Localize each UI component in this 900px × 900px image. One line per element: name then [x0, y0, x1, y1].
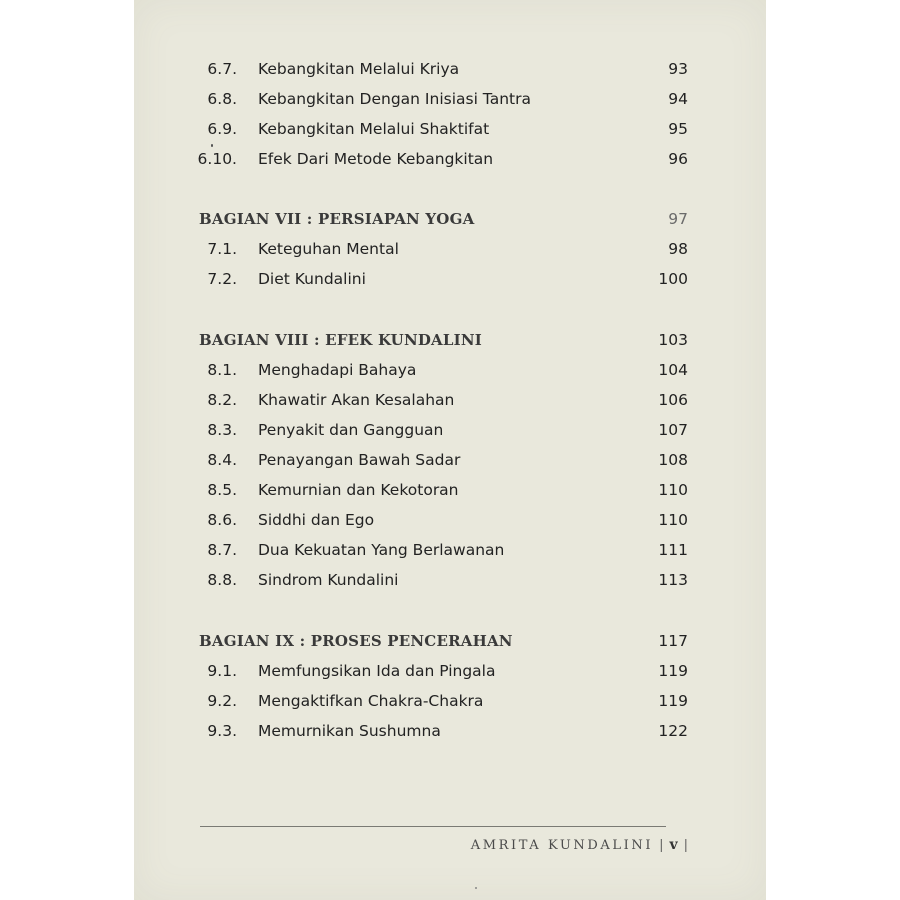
- entry-number: 8.8.: [207, 571, 237, 589]
- entry-page: 119: [658, 692, 688, 710]
- entry-number: 8.1.: [207, 361, 237, 379]
- entry-page: 119: [658, 662, 688, 680]
- entry-title: Diet Kundalini: [258, 270, 366, 288]
- section-heading: [134, 325, 766, 355]
- entry-page: 93: [668, 60, 688, 78]
- toc-entry: [134, 385, 766, 415]
- toc-entry: [134, 415, 766, 445]
- paper-speck: [475, 887, 477, 889]
- toc-entry: [134, 84, 766, 114]
- entry-title: Sindrom Kundalini: [258, 571, 399, 589]
- section-heading: [134, 204, 766, 234]
- toc-entry: [134, 264, 766, 294]
- footer-rule: [200, 826, 666, 827]
- entry-number: 8.3.: [207, 421, 237, 439]
- entry-number: 8.4.: [207, 451, 237, 469]
- entry-number: 7.1.: [207, 240, 237, 258]
- toc-entry: [134, 565, 766, 595]
- entry-number: 8.5.: [207, 481, 237, 499]
- entry-title: Kemurnian dan Kekotoran: [258, 481, 459, 499]
- section-page: 103: [658, 331, 688, 349]
- entry-page: 98: [668, 240, 688, 258]
- entry-page: 94: [668, 90, 688, 108]
- entry-number: 8.6.: [207, 511, 237, 529]
- toc-entry: [134, 114, 766, 144]
- toc-entry: [134, 656, 766, 686]
- toc-entry: [134, 355, 766, 385]
- toc-entry: [134, 445, 766, 475]
- entry-page: 106: [658, 391, 688, 409]
- footer-separator: |: [683, 838, 688, 853]
- entry-title: Penyakit dan Gangguan: [258, 421, 444, 439]
- entry-page: 95: [668, 120, 688, 138]
- entry-page: 110: [658, 481, 688, 499]
- toc-entry: [134, 535, 766, 565]
- entry-number: 8.7.: [207, 541, 237, 559]
- table-of-contents: [134, 0, 766, 800]
- book-page: [134, 0, 766, 900]
- toc-entry: [134, 686, 766, 716]
- entry-number: 9.2.: [207, 692, 237, 710]
- entry-page: 96: [668, 150, 688, 168]
- entry-page: 100: [658, 270, 688, 288]
- entry-title: Efek Dari Metode Kebangkitan: [258, 150, 494, 168]
- entry-title: Kebangkitan Melalui Shaktifat: [258, 120, 490, 138]
- footer-page-number: v: [669, 837, 678, 853]
- entry-title: Keteguhan Mental: [258, 240, 399, 258]
- entry-title: Memurnikan Sushumna: [258, 722, 441, 740]
- section-title: BAGIAN IX : PROSES PENCERAHAN: [199, 632, 513, 650]
- entry-page: 111: [658, 541, 688, 559]
- toc-entry: [134, 505, 766, 535]
- section-title: BAGIAN VIII : EFEK KUNDALINI: [199, 331, 482, 349]
- toc-entry: [134, 716, 766, 746]
- entry-title: Mengaktifkan Chakra-Chakra: [258, 692, 484, 710]
- toc-entry: [134, 144, 766, 174]
- entry-title: Memfungsikan Ida dan Pingala: [258, 662, 496, 680]
- entry-number: 7.2.: [207, 270, 237, 288]
- entry-page: 113: [658, 571, 688, 589]
- entry-title: Menghadapi Bahaya: [258, 361, 417, 379]
- entry-title: Siddhi dan Ego: [258, 511, 375, 529]
- entry-page: 110: [658, 511, 688, 529]
- entry-number: 9.1.: [207, 662, 237, 680]
- entry-title: Khawatir Akan Kesalahan: [258, 391, 455, 409]
- entry-page: 107: [658, 421, 688, 439]
- entry-number: 6.10.: [197, 150, 237, 168]
- entry-page: 122: [658, 722, 688, 740]
- entry-title: Kebangkitan Dengan Inisiasi Tantra: [258, 90, 531, 108]
- section-page: 117: [658, 632, 688, 650]
- toc-entry: [134, 475, 766, 505]
- entry-number: 8.2.: [207, 391, 237, 409]
- section-title: BAGIAN VII : PERSIAPAN YOGA: [199, 210, 475, 228]
- section-heading: [134, 626, 766, 656]
- running-footer: [471, 834, 694, 856]
- entry-number: 6.9.: [207, 120, 237, 138]
- entry-number: 6.8.: [207, 90, 237, 108]
- entry-title: Penayangan Bawah Sadar: [258, 451, 461, 469]
- entry-number: 6.7.: [207, 60, 237, 78]
- section-page: 97: [668, 210, 688, 228]
- toc-entry: [134, 234, 766, 264]
- footer-book-title: AMRITA KUNDALINI: [470, 838, 654, 853]
- entry-page: 108: [658, 451, 688, 469]
- toc-entry: [134, 54, 766, 84]
- entry-page: 104: [658, 361, 688, 379]
- footer-separator: |: [659, 838, 664, 853]
- entry-number: 9.3.: [207, 722, 237, 740]
- entry-title: Dua Kekuatan Yang Berlawanan: [258, 541, 505, 559]
- entry-title: Kebangkitan Melalui Kriya: [258, 60, 460, 78]
